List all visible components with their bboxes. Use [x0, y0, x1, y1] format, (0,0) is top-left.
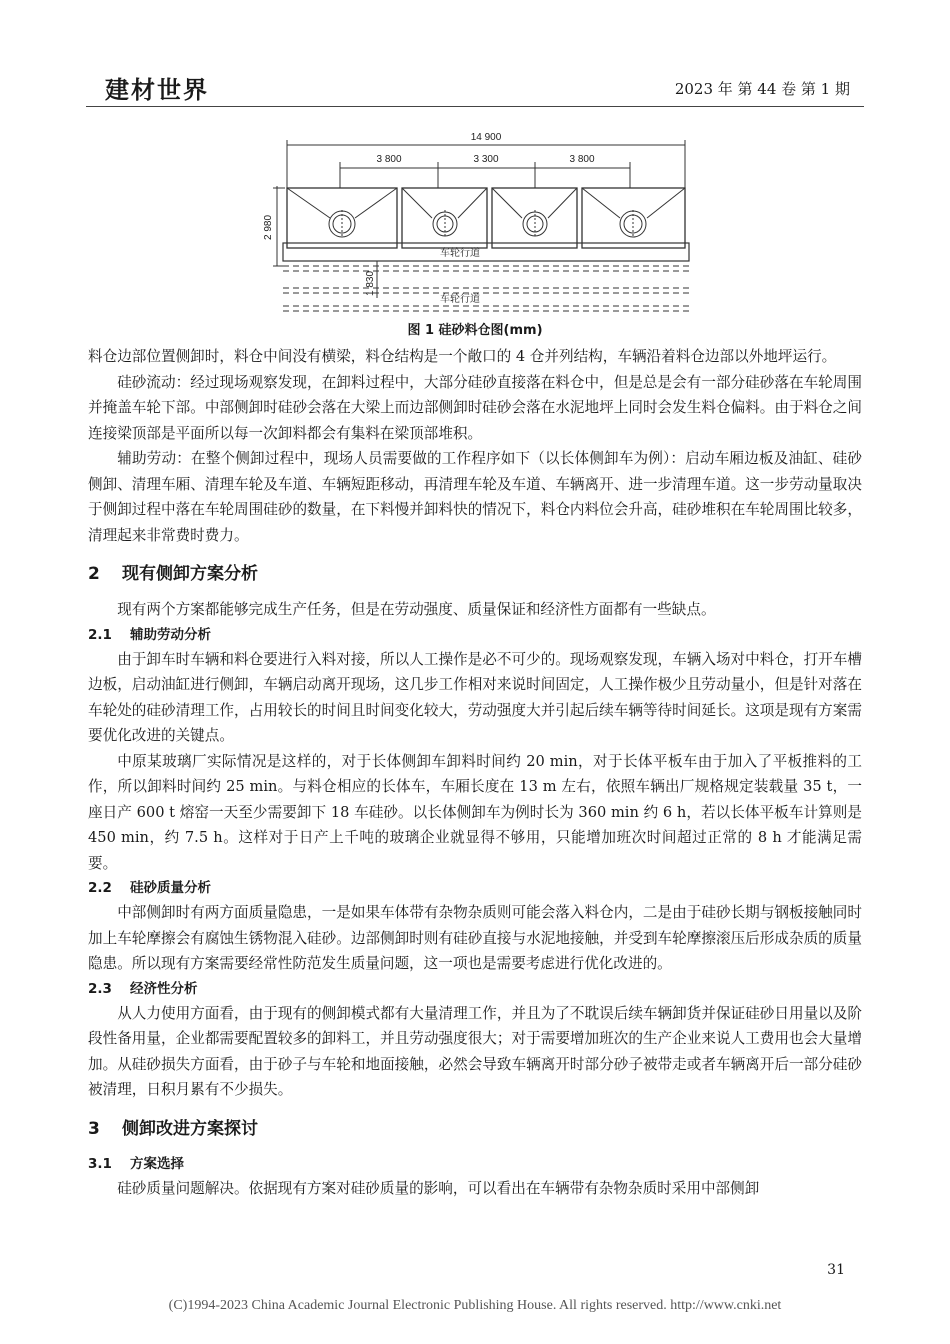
section-heading	[88, 1117, 862, 1141]
section-title: 现有侧卸方案分析	[122, 564, 258, 584]
subsection-number: 3.1	[88, 1155, 112, 1172]
paragraph: 中原某玻璃厂实际情况是这样的，对于长体侧卸车卸料时间约 20 min，对于长体平板车由于加入了平板推料的工作，所以卸料时间约 25 min。与料仓相应的长体车，车厢长度在 13 m 左右，依照车辆出厂规格规定装载量 35 t，一座日产 600 t 熔窑一天至少需要卸下 18 车硅砂。以长体侧卸车为例时长为 360 min 约 6 h，若以长体平板车计算则是 450 min，约 7.5 h。这样对于日产上千吨的玻璃企业就显得不够用，只能增加班次时间超过正常的 8 h 才能满足需要。	[88, 752, 862, 872]
dim-bay2: 3 300	[473, 154, 499, 165]
subsection-heading	[88, 977, 862, 1001]
dim-gap: 1 830	[365, 270, 376, 296]
paragraph: 料仓边部位置侧卸时，料仓中间没有横梁，料仓结构是一个敞口的 4 仓并列结构，车辆沿着料仓边部以外地坪运行。	[88, 348, 837, 365]
subsection-number: 2.3	[88, 980, 112, 997]
subsection-title: 硅砂质量分析	[130, 880, 211, 896]
section-number: 2	[88, 564, 100, 584]
paragraph: 辅助劳动：在整个侧卸过程中，现场人员需要做的工作程序如下（以长体侧卸车为例）：启动车厢边板及油缸、硅砂侧卸、清理车厢、清理车轮及车道、车辆短距移动，再清理车轮及车道、车辆离开、进一步清理车道。这一步劳动量取决于侧卸过程中落在车轮周围硅砂的数量，在下料慢并卸料快的情况下，料仓内料位会升高，硅砂堆积在车轮周围比较多，清理起来非常费时费力。	[88, 450, 862, 544]
paragraph: 硅砂流动：经过现场观察发现，在卸料过程中，大部分硅砂直接落在料仓中，但是总是会有一部分硅砂落在车轮周围并掩盖车轮下部。中部侧卸时硅砂会落在大梁上而边部侧卸时硅砂会落在水泥地坪上同时会发生料仓偏料。由于料仓之间连接梁顶部是平面所以每一次卸料都会有集料在梁顶部堆积。	[88, 373, 862, 442]
header-rule	[86, 106, 864, 107]
article-body	[88, 344, 862, 1201]
dim-height: 2 980	[263, 214, 274, 240]
silo-figure	[263, 128, 695, 318]
subsection-title: 辅助劳动分析	[130, 626, 211, 643]
paragraph: 中部侧卸时有两方面质量隐患，一是如果车体带有杂物杂质则可能会落入料仓内，二是由于硅砂长期与钢板接触同时加上车轮摩擦会有腐蚀生锈物混入硅砂。边部侧卸时则有硅砂直接与水泥地接触，并受到车轮摩擦滚压后形成杂质的质量隐患。所以现有方案需要经常性防范发生质量问题，这一项也是需要考虑进行优化改进的。	[88, 904, 862, 972]
journal-title: 建材世界	[105, 76, 209, 104]
figure-caption: 图 1 硅砂料仓图(mm)	[407, 323, 543, 338]
subsection-title: 方案选择	[130, 1155, 184, 1172]
dim-bay3: 3 800	[569, 154, 595, 165]
dim-total: 14 900	[470, 132, 502, 143]
paragraph: 硅砂质量问题解决。依据现有方案对硅砂质量的影响，可以看出在车辆带有杂物杂质时采用中部侧卸	[117, 1179, 760, 1197]
paragraph: 由于卸车时车辆和料仓要进行入料对接，所以人工操作是必不可少的。现场观察发现，车辆入场对中料仓，打开车槽边板，启动油缸进行侧卸，车辆启动离开现场，这几步工作相对来说时间固定，人工操作极少且劳动量小，但是针对落在车轮处的硅砂清理工作，占用较长的时间且时间变化较大，劳动强度大并引起后续车辆等待时间延长。这项是现有方案需要优化改进的关键点。	[88, 650, 862, 744]
page-number: 31	[827, 1262, 845, 1278]
subsection-number: 2.2	[88, 880, 112, 896]
issue-info: 2023 年 第 44 卷 第 1 期	[674, 80, 850, 98]
copyright-footer: (C)1994-2023 China Academic Journal Electronic Publishing House. All rights reserved. http://www.cnki.net	[168, 1298, 782, 1313]
road-label-lower: 车轮行道	[440, 294, 480, 305]
section-title: 侧卸改进方案探讨	[122, 1118, 258, 1139]
subsection-heading	[88, 623, 862, 647]
subsection-number: 2.1	[88, 626, 112, 643]
subsection-heading	[88, 1152, 862, 1176]
section-heading	[88, 562, 862, 586]
subsection-heading	[88, 876, 862, 900]
dim-bay1: 3 800	[376, 154, 402, 165]
paragraph: 现有两个方案都能够完成生产任务，但是在劳动强度、质量保证和经济性方面都有一些缺点。	[117, 601, 716, 618]
road-label-upper: 车轮行道	[440, 248, 480, 259]
paragraph: 从人力使用方面看，由于现有的侧卸模式都有大量清理工作，并且为了不耽误后续车辆卸货并保证硅砂日用量以及阶段性备用量，企业都需要配置较多的卸料工，并且劳动强度很大；对于需要增加班次的生产企业来说人工费用也会大量增加。从硅砂损失方面看，由于砂子与车轮和地面接触，必然会导致车辆离开时部分砂子被带走或者车辆离开后一部分硅砂被清理，日积月累有不少损失。	[88, 1004, 862, 1098]
subsection-title: 经济性分析	[130, 980, 198, 997]
section-number: 3	[88, 1118, 100, 1139]
